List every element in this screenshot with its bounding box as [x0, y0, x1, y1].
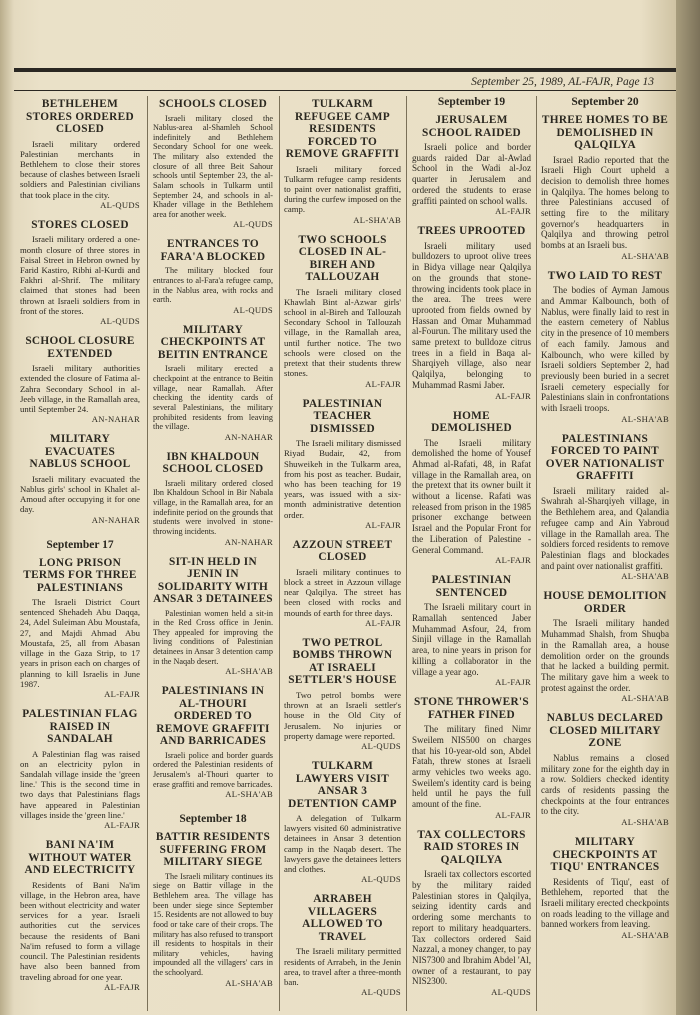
article-source: AL-FAJR — [495, 555, 531, 566]
article-source: AL-QUDS — [233, 304, 273, 315]
article — [153, 238, 273, 315]
article-source: AL-FAJR — [104, 981, 140, 992]
article-source: AL-QUDS — [100, 316, 140, 327]
article-body: Israeli military continues to block a street in Azzoun village near Qalqilya. The street has been closed with rocks and mounds of earth for three days. — [284, 566, 401, 618]
article-body: Residents of Bani Na'im village, in the Hebron area, have been without electricity and water services for a year. Israeli authorities cut the services because the residents of Bani Na'im refused to form a village council. The Palestinian residents have also been banned from traveling abroad for one year. — [20, 879, 140, 982]
header-rule — [14, 68, 676, 72]
article — [20, 219, 140, 326]
article-headline: PALESTINIAN SENTENCED — [431, 574, 512, 599]
article-headline: LONG PRISON TERMS FOR THREE PALESTINIANS — [23, 556, 137, 594]
article-body: The military fined Nimr Sweilem NIS500 on charges that his 10-year-old son, Abdel Fatah, threw stones at Israeli army vehicles two weeks ago. Sweilem's identity card is being held until he pays the full amount of the fine. — [412, 724, 531, 810]
article-body: Nablus remains a closed military zone for the eighth day in a row. Soldiers checked identity cards of residents passing the checkpoints at the four entrances to the city. — [541, 752, 669, 817]
column-3 — [284, 94, 401, 1006]
article-source: AL-QUDS — [361, 987, 401, 998]
article — [541, 712, 669, 827]
article — [153, 685, 273, 799]
article-source: AL-FAJR — [495, 390, 531, 401]
article-body: The Israeli military closed Khawlah Bint al-Azwar girls' school in al-Bireh and Tallouzah Secondary School in Tallouzah village, in the Ramallah area, until further notice. The two schools were closed on the pretext that their students threw stones. — [284, 286, 401, 379]
article-body: Israeli military ordered Palestinian merchants in Bethlehem to close their stores because of clashes between Israeli soldiers and Palestinian civilians that took place in the city. — [20, 138, 140, 200]
article — [412, 114, 531, 216]
column-divider — [147, 96, 148, 1011]
article-source: AL-QUDS — [361, 874, 401, 885]
article — [284, 398, 401, 530]
column-divider — [536, 96, 537, 1011]
article-headline: TWO SCHOOLS CLOSED IN AL-BIREH AND TALLOUZAH — [298, 233, 387, 284]
article — [541, 270, 669, 424]
article — [412, 696, 531, 820]
article-headline: ARRABEH VILLAGERS ALLOWED TO TRAVEL — [302, 893, 383, 943]
article-headline: THREE HOMES TO BE DEMOLISHED IN QALQILYA — [541, 114, 669, 151]
article — [153, 451, 273, 547]
article-headline: SCHOOL CLOSURE EXTENDED — [25, 335, 135, 360]
article-headline: STORES CLOSED — [31, 218, 129, 231]
article-headline: ENTRANCES TO FARA'A BLOCKED — [160, 238, 266, 263]
article — [20, 335, 140, 424]
article — [284, 637, 401, 751]
article-source: AL-SHA'AB — [225, 977, 273, 988]
article — [541, 114, 669, 261]
article — [153, 324, 273, 442]
article-source: AL-QUDS — [361, 741, 401, 751]
article — [20, 433, 140, 524]
article-body: The Israeli military permitted residents of Arrabeh, in the Jenin area, to travel after a three-month ban. — [284, 946, 401, 987]
article-body: Israeli military ordered closed Ibn Khaldoun School in Bir Nabala village, in the Ramallah area, for an indefinite period on the grounds that students were involved in stone-throwing incidents. — [153, 478, 273, 536]
column-5 — [541, 94, 669, 949]
article — [20, 839, 140, 992]
article-source: AL-SHA'AB — [621, 930, 669, 941]
article-source: AL-FAJR — [495, 677, 531, 688]
article-body: Israeli military erected a checkpoint at the entrance to Beitin village, near Ramallah. After checking the identity cards of several Palestinians, the military prohibited residents from leaving the village. — [153, 364, 273, 432]
article-body: The military blocked four entrances to al-Fara'a refugee camp, in the Nablus area, with rocks and earth. — [153, 266, 273, 305]
article-headline: TWO PETROL BOMBS THROWN AT ISRAELI SETTLER'S HOUSE — [288, 636, 397, 687]
article-body: Two petrol bombs were thrown at an Israeli settler's house in the Old City of Jerusalem. No injuries or property damage were reported. — [284, 689, 401, 741]
article-body: The Israeli military demolished the home of Yousef Ahmad al-Rafati, 48, in Rafat village in the Ramallah area, on the pretext that its owner built it without a license. Rafati was released from prison in the 1985 prisoner exchange between Israel and the Popular Front for the Liberation of Palestine - General Command. — [412, 437, 531, 555]
article-source: AL-QUDS — [233, 219, 273, 230]
article-body: Residents of Tiqu', east of Bethlehem, reported that the Israeli military erected checkpoints on roads leading to the village and banned workers from leaving. — [541, 876, 670, 930]
article-body: A Palestinian flag was raised on an electricity pylon in Sandalah village inside the 'green line.' This is the second time in two days that Palestinians flags have appeared in Palestinian villages inside the 'green line.' — [20, 748, 140, 820]
article-body: Israeli military raided al-Swahrah al-Sharqiyeh village, in the Bethlehem area, and Qalandia refugee camp and Ain Yabroud village in the Ramallah area. The soldiers forced residents to remove Palestinian flags and blockades and paint over nationalist graffiti. — [541, 485, 669, 571]
article — [20, 557, 140, 699]
article-source: AL-SHA'AB — [621, 693, 669, 704]
article-body: The Israeli military court in Ramallah sentenced Jaber Muhammad Asfour, 24, from Sinjil village in the Ramallah area, to nine years in prison for killing a collaborator in the village a year ago. — [412, 602, 531, 677]
article-headline: TAX COLLECTORS RAID STORES IN QALQILYA — [417, 828, 526, 866]
article-headline: AZZOUN STREET CLOSED — [292, 538, 393, 564]
article-body: Israel Radio reported that the Israeli High Court upheld a decision to demolish three homes in Qalqilya. The homes belong to three Palestinians accused of setting fire to the military governor's headquarters in Qalqilya and throwing petrol bombs at an Israeli bus. — [541, 154, 669, 251]
article — [153, 98, 273, 229]
article — [20, 708, 140, 830]
header-rule-thin — [14, 90, 676, 91]
column-1 — [20, 94, 140, 1001]
date-heading: September 18 — [179, 813, 247, 826]
column-4 — [412, 94, 531, 1006]
article — [284, 760, 401, 884]
article-headline: HOUSE DEMOLITION ORDER — [543, 590, 667, 615]
article-source: AN-NAHAR — [91, 414, 140, 425]
article-body: The Israeli military handed Muhammad Shalsh, from Shuqba in the Ramallah area, a house demolition order on the grounds that he lacked a building permit. The military gave him a week to protest against the order. — [541, 618, 669, 693]
article-body: Israeli police and border guards raided Dar al-Awlad School in the Wadi al-Joz quarter in Jerusalem and ordered the students to erase graffiti painted on school walls. — [412, 142, 531, 206]
article-body: The Israeli military dismissed Riyad Budair, 42, from Shuweikeh in the Tulkarm area, from his post as teacher. Budair, who has been teaching for 19 years, was issued with a six-month administrative detention order. — [284, 438, 401, 520]
article-body: Israeli military used bulldozers to uproot olive trees in Bidya village near Qalqilya on the grounds that stone-throwing incidents took place in the area. The trees were uprooted from fields owned by Hassan and Omar Muhammad al-Fourun. The military used the same pretext to bulldoze citrus trees in a field in Baqa al-Sharqiyeh village, also near Qalqilya, belonging to Muhammad Rasmi Jaber. — [412, 240, 531, 390]
article-body: Israeli military authorities extended the closure of Fatima al-Zahra Secondary School in al-Jeeb village, in the Ramallah area, until September 24. — [20, 363, 140, 414]
article-source: AL-SHA'AB — [621, 817, 669, 828]
article-source: AL-FAJR — [365, 617, 401, 628]
article-headline: JERUSALEM SCHOOL RAIDED — [421, 114, 521, 139]
article-headline: MILITARY EVACUATES NABLUS SCHOOL — [29, 433, 131, 471]
article — [284, 893, 401, 997]
article — [284, 98, 401, 225]
article-source: AL-FAJR — [365, 378, 401, 389]
date-heading: September 17 — [46, 538, 114, 551]
article-source: AL-SHA'AB — [225, 789, 273, 800]
article-headline: HOME DEMOLISHED — [431, 409, 512, 435]
article — [412, 225, 531, 400]
article-source: AL-SHA'AB — [225, 666, 273, 677]
article-headline: BETHLEHEM STORES ORDERED CLOSED — [26, 98, 134, 135]
article-headline: PALESTINIANS FORCED TO PAINT OVER NATIONALIST GRAFFITI — [545, 432, 665, 483]
page-dateline: September 25, 1989, AL-FAJR, Page 13 — [471, 76, 654, 88]
article-headline: SCHOOLS CLOSED — [158, 98, 268, 110]
page-binding-edge — [676, 0, 700, 1015]
article-source: AN-NAHAR — [224, 536, 273, 547]
article-headline: MILITARY CHECKPOINTS AT TIQU' ENTRANCES — [550, 836, 660, 874]
article-source: AN-NAHAR — [224, 431, 273, 442]
article-source: AL-FAJR — [365, 519, 401, 530]
article — [412, 574, 531, 687]
column-divider — [279, 96, 280, 1011]
article — [284, 539, 401, 628]
article-source: AL-FAJR — [495, 809, 531, 820]
article-headline: TULKARM REFUGEE CAMP RESIDENTS FORCED TO REMOVE GRAFFITI — [285, 98, 400, 160]
article-headline: PALESTINIANS IN AL-THOURI ORDERED TO REMOVE GRAFFITI AND BARRICADES — [156, 685, 270, 748]
article — [20, 98, 140, 210]
article-source: AL-QUDS — [100, 199, 140, 210]
article — [153, 556, 273, 677]
article-headline: MILITARY CHECKPOINTS AT BEITIN ENTRANCE — [157, 323, 269, 361]
article-body: A delegation of Tulkarm lawyers visited 60 administrative detainees in Ansar 3 detention camp in the Naqab desert. The lawyers gave the detainees letters and clothes. — [284, 813, 401, 875]
article-headline: PALESTINIAN FLAG RAISED IN SANDALAH — [22, 708, 138, 745]
article-body: The Israeli military continues its siege on Battir village in the Bethlehem area. The village has been under siege since September 15. Residents are not allowed to buy food or take care of their crops. The military has also refused to transport ill residents to hospitals in their military vehicles, having impounded all the villagers' cars in the schoolyard. — [153, 871, 273, 977]
article-body: Israeli military closed the Nablus-area al-Shamleh School indefinitely and Bethlehem Secondary School for one week. The military also extended the closure of all three Beit Sahour schools until September 23, the al-Salam schools in Tulkarm until September 24, and schools in al-Khader village in the Bethlehem area for another week. — [153, 113, 273, 219]
article-source: AL-SHA'AB — [621, 250, 669, 261]
article-body: Israeli military ordered a one-month closure of three stores in Faisal Street in Hebron owned by Farid Kastiro, Ribhi al-Kurdi and Fakhri al-Shrif. The military claimed that stones had been thrown at Israeli soldiers from in front of the stores. — [20, 234, 140, 316]
article — [541, 836, 669, 940]
article-headline: STONE THROWER'S FATHER FINED — [414, 696, 529, 721]
article-headline: SIT-IN HELD IN JENIN IN SOLIDARITY WITH ANSAR 3 DETAINEES — [153, 555, 273, 605]
column-divider — [406, 96, 407, 1011]
article-source: AL-QUDS — [491, 987, 531, 998]
article — [412, 829, 531, 997]
article-source: AL-SHA'AB — [621, 413, 669, 424]
article — [153, 831, 273, 987]
article-body: The Israeli District Court sentenced Shehadeh Abu Daqqa, 24, Adel Suleiman Abu Moustafa, 27, and Majdi Ahmad Abu Moustafa, 25, all from Abasan village in the Gaza Strip, to 17 years in prison each on charges of planning to kill Israelis in June 1987. — [20, 597, 140, 689]
article-source: AN-NAHAR — [91, 514, 140, 525]
column-2 — [153, 94, 273, 997]
article-body: The bodies of Ayman Jamous and Ammar Kalbounch, both of Nablus, were finally laid to rest in the eastern cemetery of Nablus city in the presence of 10 members of each family. Jamous and Kalbounch, who were killed by Israeli soldiers September 2, had previously been buried in a secret Israeli cemetery especially for Palestinians slain in confrontations with Israeli troops. — [541, 285, 669, 414]
article-headline: BATTIR RESIDENTS SUFFERING FROM MILITARY SIEGE — [155, 831, 271, 869]
article-source: AL-SHA'AB — [353, 214, 401, 225]
article — [541, 433, 669, 582]
date-heading: September 20 — [571, 96, 639, 108]
article-source: AL-FAJR — [104, 689, 140, 699]
article-body: Israeli military evacuated the Nablus girls' school in Khalet al-Amoud after occupying it for one day. — [20, 473, 140, 515]
article-headline: TULKARM LAWYERS VISIT ANSAR 3 DETENTION CAMP — [288, 760, 397, 810]
article-body: Israeli police and border guards ordered the Palestinian residents of Jerusalem's al-Thouri quarter to erase graffiti and remove barricades. — [153, 750, 273, 789]
date-heading: September 19 — [437, 96, 506, 108]
article — [541, 590, 669, 703]
article-headline: PALESTINIAN TEACHER DISMISSED — [302, 397, 383, 435]
article-source: AL-FAJR — [495, 206, 531, 217]
article-headline: BANI NA'IM WITHOUT WATER AND ELECTRICITY — [24, 839, 136, 877]
article-headline: TREES UPROOTED — [417, 225, 526, 238]
article-body: Israeli tax collectors escorted by the military raided Palestinian stores in Qalqilya, seizing identity cards and ordering some merchants to report to military headquarters. Tax collectors ordered Said Nazzal, a money changer, to pay NIS7300 and Ibrahim Abdel 'Al, owner of a restaurant, to pay NIS2300. — [412, 869, 531, 987]
article-body: Israeli military forced Tulkarm refugee camp residents to paint over nationalist graffiti, during the curfew imposed on the camp. — [284, 163, 402, 215]
article — [412, 410, 531, 566]
article-headline: IBN KHALDOUN SCHOOL CLOSED — [162, 450, 264, 476]
article-source: AL-SHA'AB — [621, 571, 669, 582]
article-body: Palestinian women held a sit-in in the Red Cross office in Jenin. They appealed for improving the living conditions of Palestinian detainees in Ansar 3 detention camp in the Naqab desert. — [153, 608, 273, 666]
article-headline: TWO LAID TO REST — [547, 269, 663, 282]
article — [284, 234, 401, 389]
article-source: AL-FAJR — [104, 820, 140, 831]
article-headline: NABLUS DECLARED CLOSED MILITARY ZONE — [546, 712, 664, 750]
